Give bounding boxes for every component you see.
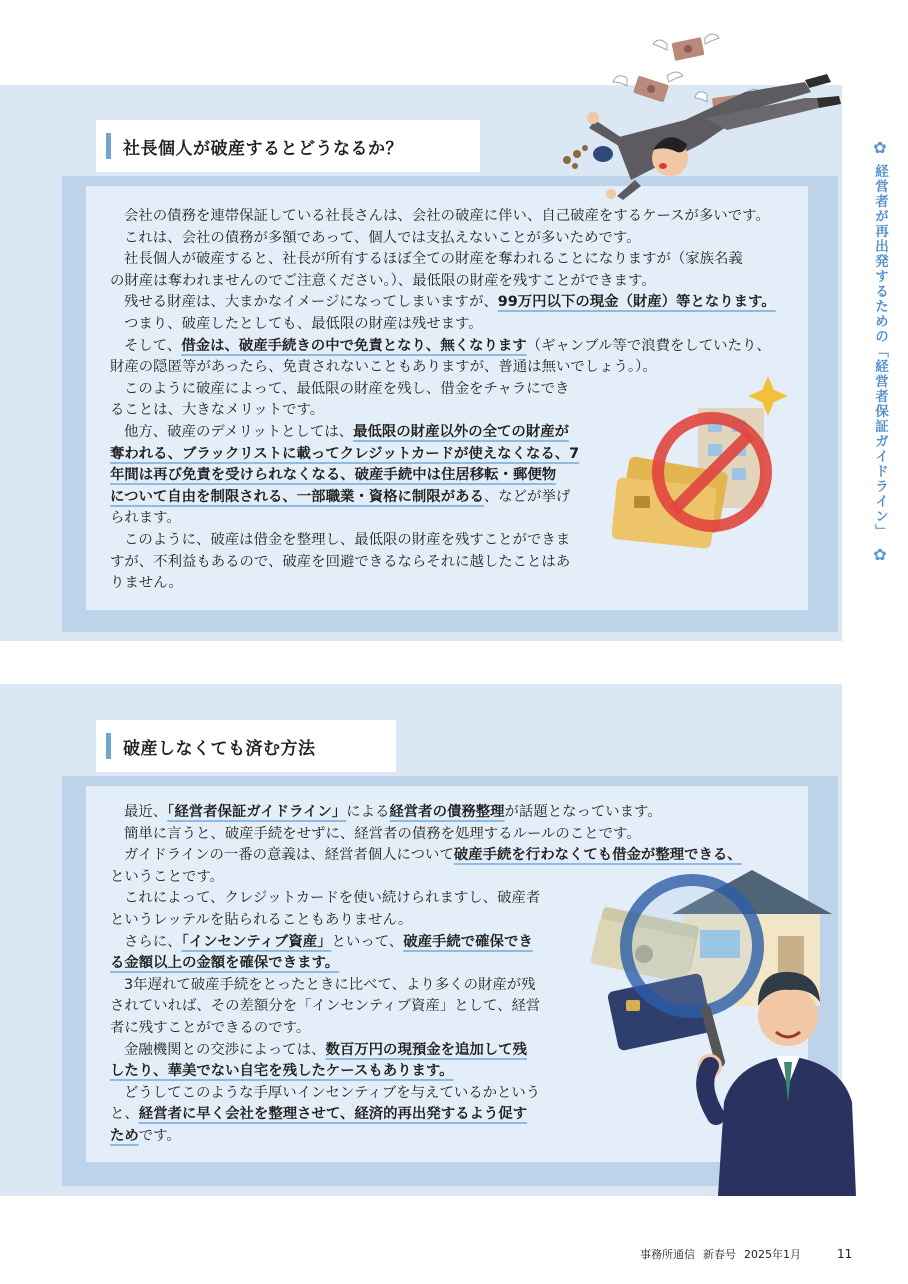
body-text: による: [346, 804, 390, 820]
header-accent-bar: [106, 733, 111, 759]
body-text: 簡単に言うと、破産手続をせずに、経営者の債務を処理するルールのことです。: [124, 825, 641, 842]
side-caption-text: 経営者が再出発するための「経営者保証ガイドライン」: [872, 164, 888, 539]
body-text: といって、: [331, 933, 404, 950]
emphasis-text: 最低限の財産以外の全ての財産が: [353, 423, 569, 440]
body-text: 他方、破産のデメリットとしては、: [124, 423, 354, 440]
body-text: そして、: [124, 337, 182, 354]
emphasis-text: 奪われる、ブラックリストに載ってクレジットカードが使えなくなる、7: [110, 445, 580, 462]
emphasis-text: 数百万円の現預金を追加して残: [325, 1041, 527, 1058]
body-text: というレッテルを貼られることもありません。: [110, 911, 413, 928]
emphasis-text: る金額以上の金額を確保できます。: [110, 955, 340, 972]
body-text: このように破産によって、最低限の財産を残し、借金をチャラにでき: [124, 380, 570, 397]
body-text: 3年遅れて破産手続をとったときに比べて、より多くの財産が残: [124, 976, 536, 993]
section2-header: [96, 720, 396, 772]
body-text: が話題となっています。: [504, 804, 662, 820]
emphasis-text: について自由を制限される、一部職業・資格に制限がある: [110, 488, 484, 505]
body-text: すが、不利益もあるので、破産を回避できるならそれに越したことはあ: [110, 553, 571, 570]
falling-businessman-illustration: [555, 30, 855, 200]
body-line: [110, 336, 776, 358]
body-text: （ギャンブル等で浪費をしていたり、: [526, 337, 771, 354]
body-text: りません。: [110, 575, 183, 592]
section2-title: 破産しなくても済む方法: [123, 738, 316, 759]
emphasis-text: 年間は再び免責を受けられなくなる、破産手続中は住居移転・郵便物: [110, 467, 557, 484]
emphasis-text: 経営者に早く会社を整理させて、経済的再出発するよう促す: [138, 1106, 528, 1123]
body-text: 最近、: [124, 804, 168, 820]
body-text: どうしてこのような手厚いインセンティブを与えているかという: [124, 1084, 541, 1101]
emphasis-text: 経営者の債務整理: [389, 804, 505, 820]
body-line: [110, 249, 776, 271]
body-text: 社長個人が破産すると、社長が所有するほぼ全ての財産を奪われることになりますが（家族名義: [124, 251, 743, 268]
body-text: されていれば、その差額分を「インセンティブ資産」として、経営: [110, 998, 541, 1015]
footer-publication: 事務所通信: [640, 1248, 695, 1261]
flower-icon: ✿: [873, 545, 887, 564]
emphasis-text: ため: [110, 1127, 139, 1144]
footer-issue: 新春号: [703, 1248, 736, 1261]
page-footer: [640, 1246, 852, 1262]
bankruptcy-restriction-illustration: [612, 372, 792, 568]
body-line: [110, 228, 776, 250]
emphasis-text: したり、華美でない自宅を残したケースもあります。: [110, 1063, 454, 1080]
header-accent-bar: [106, 133, 111, 159]
section1-title: 社長個人が破産するとどうなるか？: [123, 138, 403, 159]
body-line: [110, 824, 742, 846]
body-text: の財産は奪われませんのでご注意ください。）、最低限の財産を残すことができます。: [110, 272, 656, 289]
emphasis-text: 借金は、破産手続きの中で免責となり、無くなります: [181, 337, 527, 354]
emphasis-text: 破産手続で確保でき: [403, 933, 533, 950]
flying-money-icon: [613, 72, 683, 103]
side-caption: [868, 140, 892, 563]
emphasis-text: 破産手続を行わなくても借金が整理できる、: [453, 847, 742, 864]
body-line: [110, 802, 742, 824]
body-text: 残せる財産は、大まかなイメージになってしまいますが、: [124, 294, 498, 311]
body-text: ることは、大きなメリットです。: [110, 402, 325, 419]
body-text: られます。: [110, 510, 181, 527]
body-line: [110, 206, 776, 228]
body-text: ということです。: [110, 868, 224, 885]
body-text: さらに、: [124, 933, 182, 950]
body-line: [110, 314, 776, 336]
emphasis-text: 「経営者保証ガイドライン」: [167, 804, 347, 820]
body-text: 会社の債務を連帯保証している社長さんは、会社の破産に伴い、自己破産をするケースが多いです。: [124, 208, 770, 224]
body-text: このように、破産は借金を整理し、最低限の財産を残すことができま: [124, 531, 571, 548]
footer-date: 2025年1月: [744, 1248, 801, 1261]
body-text: これによって、クレジットカードを使い続けられますし、破産者: [124, 890, 541, 907]
page-number: 11: [837, 1247, 853, 1261]
body-text: 者に残すことができるのです。: [110, 1019, 311, 1036]
body-text: と、: [110, 1106, 139, 1123]
body-line: [110, 271, 776, 293]
body-text: つまり、破産したとしても、最低限の財産は残せます。: [124, 315, 483, 332]
flower-icon: ✿: [873, 138, 887, 157]
body-text: 金融機関との交渉によっては、: [124, 1041, 326, 1058]
guideline-magnifier-illustration: [588, 866, 868, 1196]
body-text: です。: [138, 1127, 181, 1144]
body-line: [110, 292, 776, 314]
body-text: 、などが挙げ: [483, 488, 571, 505]
body-text: これは、会社の債務が多額であって、個人では支払えないことが多いためです。: [124, 229, 641, 246]
body-line: [110, 845, 742, 867]
emphasis-text: 99万円以下の現金（財産）等となります。: [497, 294, 776, 311]
flying-money-icon: [653, 34, 719, 61]
body-line: [110, 573, 776, 595]
body-text: 財産の隠匿等があったら、免責されないこともありますが、普通は無いでしょう。）。: [110, 359, 657, 376]
body-text: ガイドラインの一番の意義は、経営者個人について: [124, 847, 454, 864]
emphasis-text: 「インセンティブ資産」: [181, 933, 332, 950]
section1-header: [96, 120, 480, 172]
